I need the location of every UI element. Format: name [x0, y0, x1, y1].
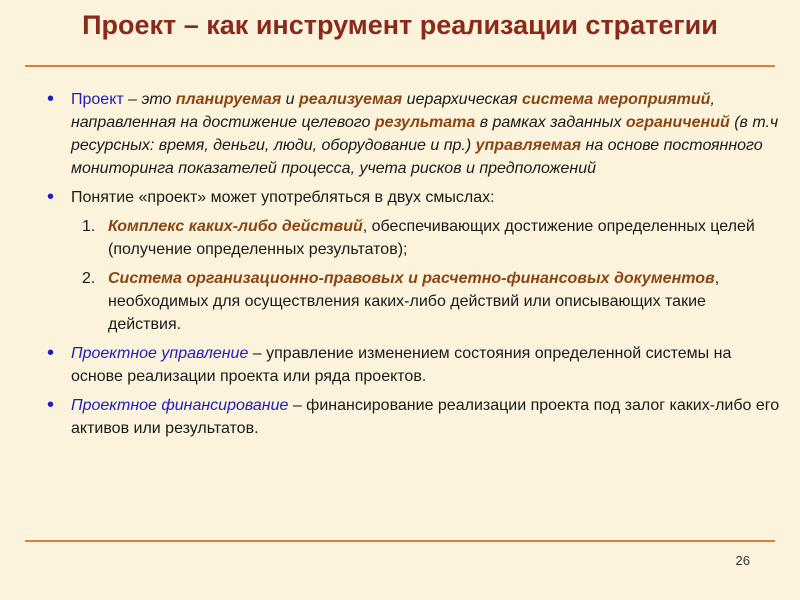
numbered-label: 2. [82, 270, 96, 287]
slide-body [45, 88, 784, 446]
numbered-text [108, 270, 724, 333]
text-run: Комплекс каких-либо действий [108, 218, 363, 235]
numbered-label: 1. [82, 218, 96, 235]
text-run: , обеспечивающих достижение определенных целей (получение определенных результатов); [108, 218, 760, 258]
text-run: Понятие «проект» может употребляться в двух смыслах: [71, 189, 495, 206]
text-run: Проект [71, 91, 124, 108]
text-run: в рамках заданных [475, 114, 626, 131]
text-run: ограничений [625, 114, 730, 131]
slide-title: Проект – как инструмент реализации стратегии [82, 10, 718, 40]
text-run: Система организационно-правовых и расчетно-финансовых документов [108, 270, 715, 287]
text-run: на основе постоянного мониторинга показателей процесса, учета рисков и предположений [71, 137, 768, 177]
numbered-item-1 [45, 215, 780, 261]
bullet-project-management [45, 342, 780, 388]
bullet-project-financing [45, 394, 784, 440]
bullet-project-definition [45, 88, 783, 180]
bottom-divider [25, 540, 775, 542]
text-run: управляемая [475, 137, 582, 154]
numbered-text [108, 218, 759, 258]
text-run: Проектное управление [71, 345, 249, 362]
text-run: и [281, 91, 300, 108]
bullet-two-meanings [45, 186, 780, 209]
text-run: результата [374, 114, 476, 131]
text-run: планируемая [175, 91, 282, 108]
text-run: – финансирование реализации проекта под залог каких-либо его активов или результатов. [71, 397, 784, 437]
text-run: (в т.ч ресурсных: время, деньги, люди, оборудование и пр.) [71, 114, 783, 154]
text-run: – управление изменением состояния определенной системы на основе реализации проекта или ряда проектов. [71, 345, 736, 385]
page-number: 26 [735, 553, 750, 568]
top-divider [25, 65, 775, 67]
text-run: – это [123, 91, 176, 108]
text-run: система мероприятий [521, 91, 711, 108]
text-run: реализуемая [299, 91, 403, 108]
text-run: , направленная на достижение целевого [71, 91, 720, 131]
text-run: Проектное финансирование [71, 397, 289, 414]
numbered-item-2 [45, 267, 780, 336]
text-run: , необходимых для осуществления каких-либо действий или описывающих такие действия. [108, 270, 724, 333]
text-run: иерархическая [402, 91, 522, 108]
